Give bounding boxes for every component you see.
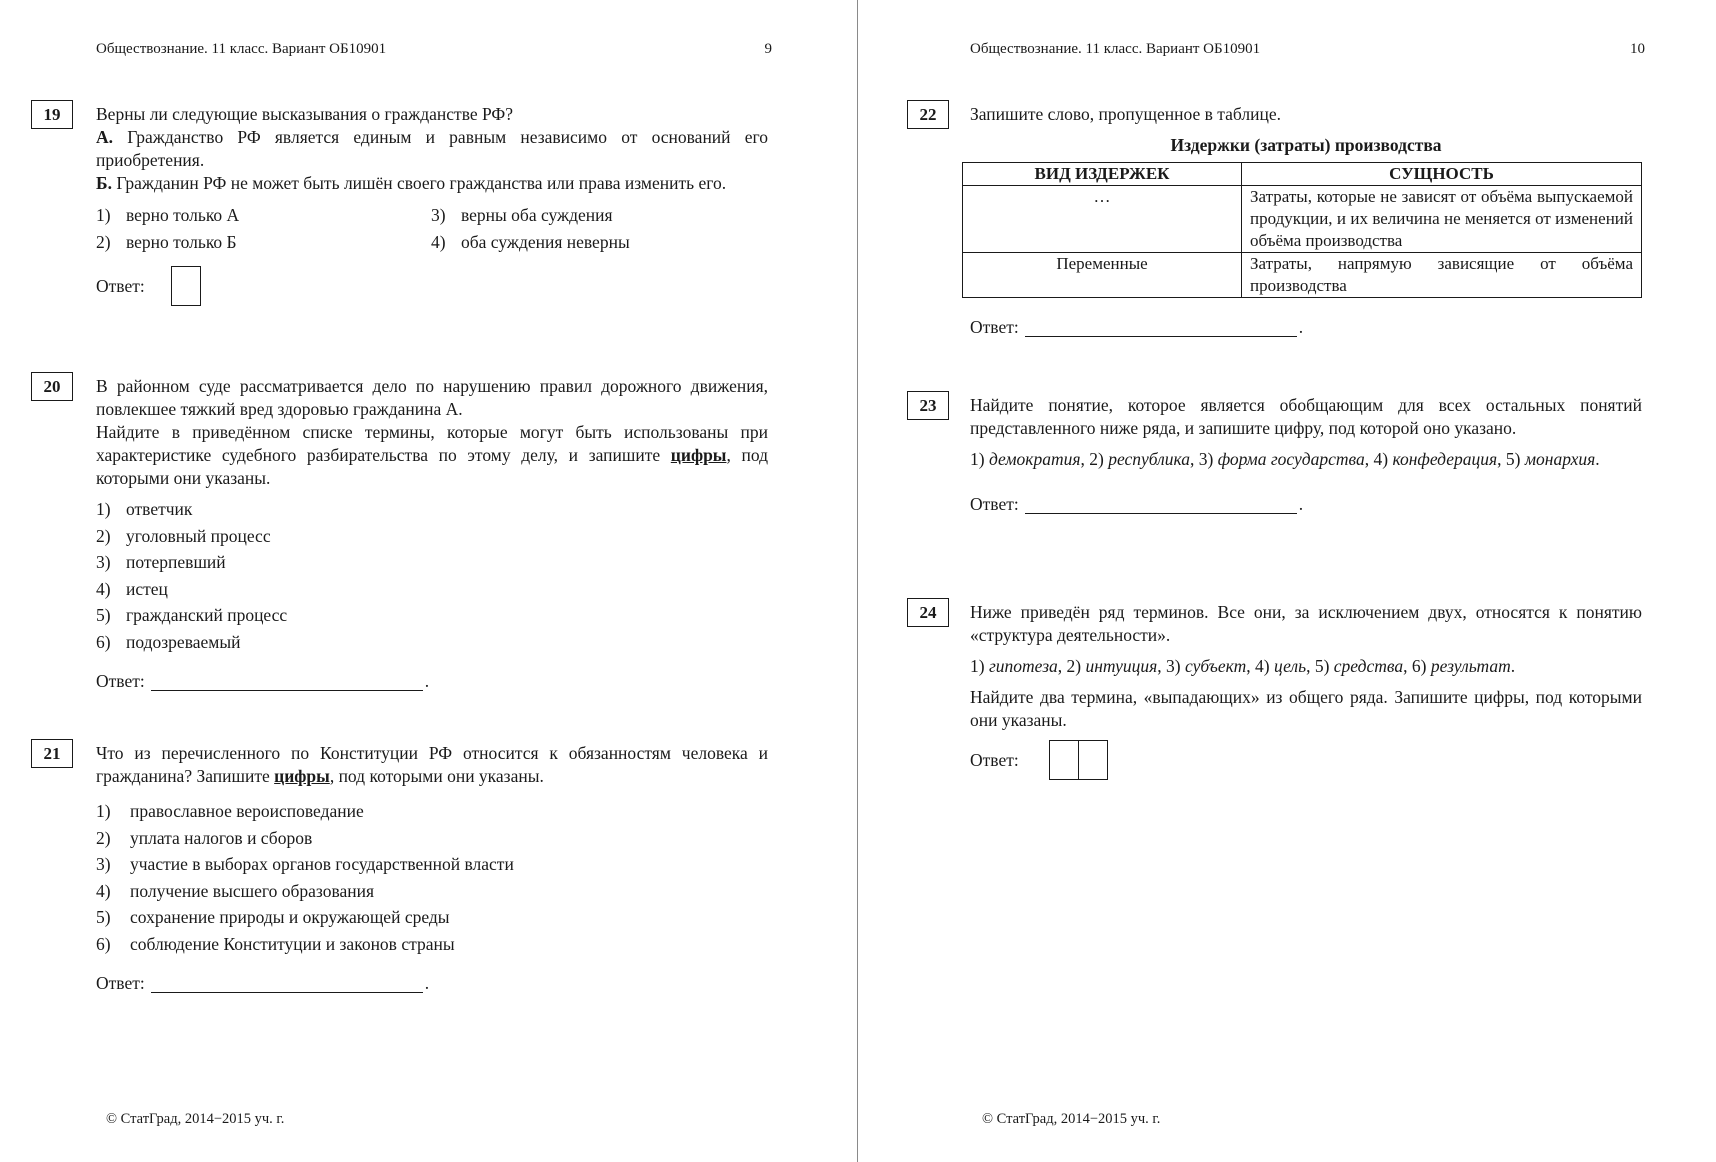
options-grid [96, 204, 768, 254]
table-row [963, 186, 1642, 253]
answer-row: Ответ: . [970, 494, 1304, 514]
option: 2) уплата налогов и сборов [96, 827, 313, 848]
options-list [96, 800, 768, 956]
page-number: 10 [1630, 41, 1645, 57]
options-list [96, 498, 768, 654]
answer-line[interactable] [1025, 495, 1297, 514]
question-number: 23 [907, 391, 949, 420]
answer-row: Ответ: . [970, 317, 1304, 337]
statement-a-label: А. [96, 127, 114, 147]
answer-line[interactable] [1025, 318, 1297, 337]
column-header: СУЩНОСТЬ [1242, 163, 1642, 186]
question-number: 20 [31, 372, 73, 401]
statement-b-text: Гражданин РФ не может быть лишён своего гражданства или права изменить его. [116, 173, 727, 193]
question-number: 24 [907, 598, 949, 627]
answer-row [970, 740, 1642, 780]
table-header-row [963, 163, 1642, 186]
cost-kind-cell: Переменные [963, 253, 1242, 298]
option: 1) ответчик [96, 499, 193, 519]
cost-kind-cell: … [963, 186, 1242, 253]
answer-label: Ответ: [96, 972, 145, 993]
terms-row: 1) гипотеза, 2) интуиция, 3) субъект, 4) цель, 5) средства, 6) результат. [970, 656, 1516, 676]
answer-label: Ответ: [96, 275, 145, 296]
option: 6) подозреваемый [96, 631, 241, 652]
option: 3) участие в выборах органов государственной власти [96, 854, 514, 874]
question-intro: В районном суде рассматривается дело по нарушению правил дорожного движения, повлекшее тяжкий вред здоровью гражданина А. [96, 376, 768, 419]
cost-essence-cell: Затраты, которые не зависят от объёма выпускаемой продукции, и их величина не меняется от изменений объёма производства [1242, 186, 1642, 253]
question-task: Найдите понятие, которое является обобщающим для всех остальных понятий представленного ниже ряда, и запишите цифру, под которой оно указано. [970, 395, 1642, 438]
page-footer: © СтатГрад, 2014−2015 уч. г. [106, 1111, 285, 1127]
table-title: Издержки (затраты) производства [1170, 135, 1442, 155]
header-title: Обществознание. 11 класс. Вариант ОБ10901 [96, 41, 387, 57]
option: 2) верно только Б [96, 232, 237, 252]
option: 5) сохранение природы и окружающей среды [96, 907, 450, 927]
question-number: 21 [31, 739, 73, 768]
header-title: Обществознание. 11 класс. Вариант ОБ10901 [970, 41, 1261, 57]
option: 6) соблюдение Конституции и законов страны [96, 933, 455, 954]
question-text: Верны ли следующие высказывания о гражданстве РФ? [96, 104, 514, 124]
answer-row: Ответ: . [96, 670, 430, 691]
option: 3) верны оба суждения [431, 205, 613, 225]
page-footer: © СтатГрад, 2014−2015 уч. г. [982, 1111, 1161, 1127]
column-header: ВИД ИЗДЕРЖЕК [963, 163, 1242, 186]
page-number: 9 [764, 41, 772, 57]
question-number: 19 [31, 100, 73, 129]
answer-row [96, 266, 768, 306]
option: 2) уголовный процесс [96, 525, 271, 546]
table-row [963, 253, 1642, 298]
costs-table [962, 162, 1642, 298]
question-task: Запишите слово, пропущенное в таблице. [970, 104, 1281, 124]
answer-label: Ответ: [96, 670, 145, 691]
option: 1) православное вероисповедание [96, 801, 364, 821]
question-task: Найдите в приведённом списке термины, которые могут быть использованы при характеристике судебного разбирательства по этому делу, и запишите цифры, под которыми они указаны. [96, 422, 769, 488]
option: 1) верно только А [96, 205, 240, 225]
question-task: Что из перечисленного по Конституции РФ относится к обязанностям человека и гражданина? Запишите цифры, под которыми они указаны. [96, 743, 768, 786]
option: 4) получение высшего образования [96, 880, 375, 901]
option: 4) оба суждения неверны [431, 232, 630, 252]
question-task-2: Найдите два термина, «выпадающих» из общего ряда. Запишите цифры, под которыми они указаны. [970, 687, 1642, 730]
left-page [0, 0, 857, 1162]
option: 4) истец [96, 578, 168, 599]
question-task: Ниже приведён ряд терминов. Все они, за исключением двух, относятся к понятию «структура деятельности». [970, 602, 1642, 645]
question-number: 22 [907, 100, 949, 129]
option: 3) потерпевший [96, 552, 226, 572]
statement-a-text: Гражданство РФ является единым и равным независимо от оснований его приобретения. [96, 127, 769, 170]
cost-essence-cell: Затраты, напрямую зависящие от объёма производства [1242, 253, 1642, 298]
answer-label: Ответ: [970, 494, 1019, 514]
statement-b-label: Б. [96, 173, 112, 193]
right-page [858, 0, 1716, 1162]
answer-line[interactable] [151, 672, 423, 691]
option: 5) гражданский процесс [96, 605, 288, 625]
answer-label: Ответ: [970, 749, 1019, 770]
answer-line[interactable] [151, 974, 423, 993]
answer-row: Ответ: . [96, 972, 430, 993]
answer-label: Ответ: [970, 317, 1019, 337]
answer-box-double[interactable] [1049, 740, 1108, 780]
terms-row: 1) демократия, 2) республика, 3) форма государства, 4) конфедерация, 5) монархия. [970, 449, 1600, 469]
answer-box[interactable] [171, 266, 201, 306]
